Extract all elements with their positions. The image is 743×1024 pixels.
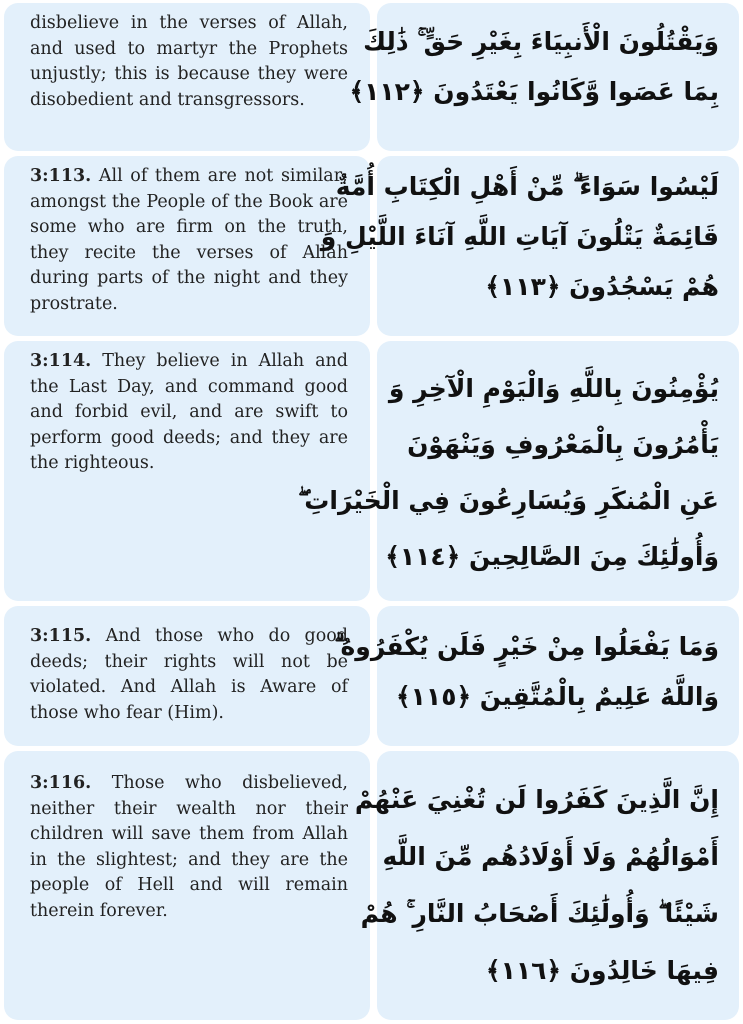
arabic-line: لَيْسُوا سَوَاءً ۗ مِّنْ أَهْلِ الْكِتَابِ أُمَّةٌ [335, 172, 719, 201]
arabic-line: يَأْمُرُونَ بِالْمَعْرُوفِ وَيَنْهَوْنَ [407, 430, 719, 459]
verse-113-translation [4, 156, 370, 336]
arabic-line: وَاللَّهُ عَلِيمٌ بِالْمُتَّقِينَ ﴿١١٥﴾ [396, 682, 719, 711]
verse-112-arabic [349, 3, 739, 151]
verse-114-translation [4, 341, 370, 601]
verse-number: 3:113. [30, 166, 92, 186]
verse-text: disbelieve in the verses of Allah, and used to martyr the Prophets unjustly; this is because they were disobedient and transgressors. [30, 13, 348, 110]
verse-116-translation [4, 751, 370, 1020]
verse-text: All of them are not similar; amongst the People of the Book are some who are firm on the truth, they recite the verses of Allah during parts of the night and they prostrate. [30, 166, 348, 314]
arabic-line: وَيَقْتُلُونَ الْأَنبِيَاءَ بِغَيْرِ حَقٍّ ۚ ذَٰلِكَ [363, 27, 719, 56]
verse-text: And those who do good deeds; their rights will not be violated. And Allah is Aware of those who fear (Him). [30, 626, 348, 723]
verse-115-arabic [334, 606, 739, 746]
arabic-line: يُؤْمِنُونَ بِاللَّهِ وَالْيَوْمِ الْآخِرِ وَ [388, 374, 719, 403]
arabic-line: فِيهَا خَالِدُونَ ﴿١١٦﴾ [485, 956, 719, 985]
verse-number: 3:116. [30, 773, 92, 793]
verse-116-arabic [354, 751, 739, 1020]
arabic-line: قَائِمَةٌ يَتْلُونَ آيَاتِ اللَّهِ آنَاءَ اللَّيْلِ وَ [320, 222, 719, 251]
arabic-line: بِمَا عَصَوا وَّكَانُوا يَعْتَدُونَ ﴿١١٢﴾ [349, 77, 719, 106]
arabic-line: وَأُولَٰئِكَ مِنَ الصَّالِحِينَ ﴿١١٤﴾ [385, 542, 719, 571]
verse-text: They believe in Allah and the Last Day, and command good and forbid evil, and are swift to perform good deeds; and they are the righteous. [30, 351, 348, 474]
arabic-line: شَيْئًا ۖ وَأُولَٰئِكَ أَصْحَابُ النَّارِ ۚ هُمْ [360, 899, 719, 928]
verse-112-translation [4, 3, 370, 151]
verse-number: 3:115. [30, 626, 92, 646]
arabic-line: عَنِ الْمُنكَرِ وَيُسَارِعُونَ فِي الْخَيْرَاتِ ۖ [298, 486, 719, 515]
arabic-line: هُمْ يَسْجُدُونَ ﴿١١٣﴾ [485, 272, 719, 301]
verse-113-arabic [320, 156, 739, 336]
verse-text: Those who disbelieved, neither their wealth nor their children will save them from Allah in the slightest; and they are the people of Hell and will remain therein forever. [30, 773, 348, 921]
verse-number: 3:114. [30, 351, 92, 371]
verse-115-translation [4, 606, 370, 746]
arabic-line: إِنَّ الَّذِينَ كَفَرُوا لَن تُغْنِيَ عَنْهُمْ [354, 785, 719, 814]
arabic-line: وَمَا يَفْعَلُوا مِنْ خَيْرٍ فَلَن يُكْفَرُوهُ ۗ [334, 632, 719, 661]
verse-114-arabic [298, 341, 739, 601]
arabic-line: أَمْوَالُهُمْ وَلَا أَوْلَادُهُم مِّنَ اللَّهِ [382, 842, 719, 871]
